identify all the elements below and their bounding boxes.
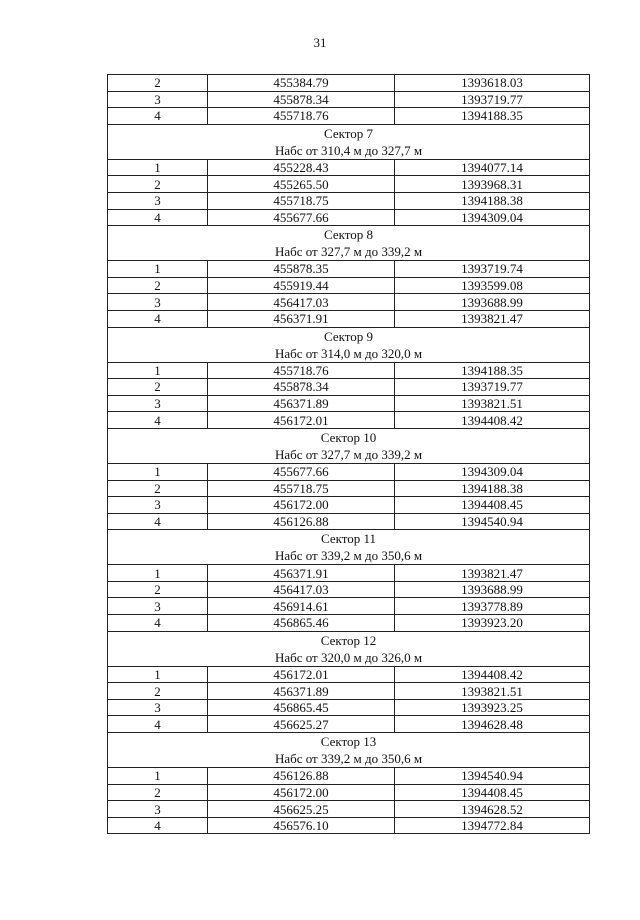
coordinates-table-body [108,75,590,834]
x-coordinate-cell: 455878.35 [208,261,395,278]
sector-elevation-range: Набс от 314,0 м до 320,0 м [274,345,423,361]
table-row [108,192,590,209]
x-coordinate-cell: 456371.91 [208,565,395,582]
table-row [108,768,590,785]
x-coordinate-cell: 456625.25 [208,801,395,818]
point-number-cell: 3 [108,294,208,311]
table-row [108,412,590,429]
table-row [108,480,590,497]
sector-header-row [108,733,590,768]
x-coordinate-cell: 456417.03 [208,581,395,598]
x-coordinate-cell: 456625.27 [208,716,395,733]
point-number-cell: 1 [108,362,208,379]
table-row [108,817,590,834]
y-coordinate-cell: 1393719.77 [395,91,590,108]
x-coordinate-cell: 456371.89 [208,395,395,412]
point-number-cell: 3 [108,801,208,818]
y-coordinate-cell: 1393599.08 [395,277,590,294]
sector-header-cell [108,428,590,463]
y-coordinate-cell: 1393688.99 [395,294,590,311]
point-number-cell: 1 [108,463,208,480]
sector-elevation-range: Набс от 320,0 м до 326,0 м [274,649,423,665]
point-number-cell: 4 [108,108,208,125]
sector-elevation-range: Набс от 327,7 м до 339,2 м [274,244,423,260]
y-coordinate-cell: 1394408.45 [395,497,590,514]
sector-elevation-range: Набс от 310,4 м до 327,7 м [274,142,423,158]
table-row [108,666,590,683]
point-number-cell: 1 [108,159,208,176]
y-coordinate-cell: 1394772.84 [395,817,590,834]
x-coordinate-cell: 455718.76 [208,108,395,125]
table-row [108,581,590,598]
table-row [108,497,590,514]
point-number-cell: 3 [108,497,208,514]
table-row [108,716,590,733]
sector-header-cell [108,530,590,565]
point-number-cell: 3 [108,192,208,209]
table-row [108,513,590,530]
y-coordinate-cell: 1394408.45 [395,784,590,801]
x-coordinate-cell: 455718.75 [208,192,395,209]
sector-title: Сектор 13 [320,734,377,750]
point-number-cell: 4 [108,412,208,429]
point-number-cell: 3 [108,598,208,615]
sector-header-row [108,226,590,261]
point-number-cell: 1 [108,768,208,785]
point-number-cell: 4 [108,817,208,834]
sector-title: Сектор 8 [323,227,373,243]
y-coordinate-cell: 1394309.04 [395,209,590,226]
y-coordinate-cell: 1393821.47 [395,310,590,327]
sector-elevation-range: Набс от 339,2 м до 350,6 м [274,751,423,767]
x-coordinate-cell: 456576.10 [208,817,395,834]
y-coordinate-cell: 1393719.74 [395,261,590,278]
y-coordinate-cell: 1394408.42 [395,666,590,683]
x-coordinate-cell: 456865.45 [208,699,395,716]
x-coordinate-cell: 456417.03 [208,294,395,311]
y-coordinate-cell: 1394188.38 [395,480,590,497]
point-number-cell: 3 [108,395,208,412]
x-coordinate-cell: 456172.01 [208,666,395,683]
y-coordinate-cell: 1393821.51 [395,395,590,412]
point-number-cell: 2 [108,277,208,294]
table-row [108,615,590,632]
y-coordinate-cell: 1393719.77 [395,379,590,396]
sector-header-cell [108,124,590,159]
sector-title: Сектор 11 [320,531,377,547]
sector-title: Сектор 10 [320,429,377,445]
sector-title: Сектор 7 [323,125,373,141]
point-number-cell: 4 [108,716,208,733]
table-row [108,176,590,193]
x-coordinate-cell: 456865.46 [208,615,395,632]
table-row [108,784,590,801]
y-coordinate-cell: 1394188.35 [395,108,590,125]
table-row [108,395,590,412]
point-number-cell: 3 [108,91,208,108]
y-coordinate-cell: 1394309.04 [395,463,590,480]
point-number-cell: 2 [108,379,208,396]
coordinates-table [107,74,590,834]
sector-header-row [108,327,590,362]
x-coordinate-cell: 456914.61 [208,598,395,615]
x-coordinate-cell: 455677.66 [208,463,395,480]
table-row [108,310,590,327]
x-coordinate-cell: 455878.34 [208,91,395,108]
point-number-cell: 4 [108,615,208,632]
point-number-cell: 3 [108,699,208,716]
x-coordinate-cell: 455677.66 [208,209,395,226]
sector-header-cell [108,327,590,362]
table-row [108,75,590,92]
x-coordinate-cell: 455919.44 [208,277,395,294]
y-coordinate-cell: 1393821.51 [395,683,590,700]
y-coordinate-cell: 1393688.99 [395,581,590,598]
page-number: 31 [313,35,327,50]
sector-title: Сектор 9 [323,328,373,344]
y-coordinate-cell: 1394540.94 [395,513,590,530]
y-coordinate-cell: 1393923.25 [395,699,590,716]
y-coordinate-cell: 1393778.89 [395,598,590,615]
x-coordinate-cell: 456172.01 [208,412,395,429]
x-coordinate-cell: 455878.34 [208,379,395,396]
x-coordinate-cell: 455718.75 [208,480,395,497]
table-row [108,379,590,396]
table-row [108,362,590,379]
table-row [108,598,590,615]
point-number-cell: 1 [108,565,208,582]
y-coordinate-cell: 1393968.31 [395,176,590,193]
table-row [108,294,590,311]
x-coordinate-cell: 456371.89 [208,683,395,700]
table-row [108,91,590,108]
y-coordinate-cell: 1394408.42 [395,412,590,429]
point-number-cell: 4 [108,513,208,530]
x-coordinate-cell: 456371.91 [208,310,395,327]
table-row [108,463,590,480]
y-coordinate-cell: 1393618.03 [395,75,590,92]
sector-header-row [108,631,590,666]
point-number-cell: 2 [108,581,208,598]
point-number-cell: 2 [108,480,208,497]
y-coordinate-cell: 1394188.38 [395,192,590,209]
point-number-cell: 2 [108,683,208,700]
sector-title: Сектор 12 [320,632,377,648]
y-coordinate-cell: 1394628.48 [395,716,590,733]
x-coordinate-cell: 456172.00 [208,784,395,801]
sector-elevation-range: Набс от 339,2 м до 350,6 м [274,548,423,564]
sector-header-cell [108,733,590,768]
table-row [108,801,590,818]
point-number-cell: 4 [108,209,208,226]
y-coordinate-cell: 1393923.20 [395,615,590,632]
table-row [108,277,590,294]
table-row [108,261,590,278]
y-coordinate-cell: 1393821.47 [395,565,590,582]
table-row [108,565,590,582]
x-coordinate-cell: 456172.00 [208,497,395,514]
y-coordinate-cell: 1394540.94 [395,768,590,785]
point-number-cell: 2 [108,75,208,92]
point-number-cell: 4 [108,310,208,327]
table-row [108,159,590,176]
point-number-cell: 1 [108,261,208,278]
x-coordinate-cell: 455718.76 [208,362,395,379]
y-coordinate-cell: 1394188.35 [395,362,590,379]
x-coordinate-cell: 455265.50 [208,176,395,193]
sector-header-cell [108,226,590,261]
table-row [108,209,590,226]
point-number-cell: 1 [108,666,208,683]
y-coordinate-cell: 1394628.52 [395,801,590,818]
table-row [108,683,590,700]
point-number-cell: 2 [108,784,208,801]
x-coordinate-cell: 456126.88 [208,768,395,785]
x-coordinate-cell: 456126.88 [208,513,395,530]
point-number-cell: 2 [108,176,208,193]
sector-header-cell [108,631,590,666]
table-row [108,108,590,125]
table-row [108,699,590,716]
x-coordinate-cell: 455228.43 [208,159,395,176]
x-coordinate-cell: 455384.79 [208,75,395,92]
sector-header-row [108,124,590,159]
sector-elevation-range: Набс от 327,7 м до 339,2 м [274,446,423,462]
y-coordinate-cell: 1394077.14 [395,159,590,176]
sector-header-row [108,530,590,565]
sector-header-row [108,428,590,463]
